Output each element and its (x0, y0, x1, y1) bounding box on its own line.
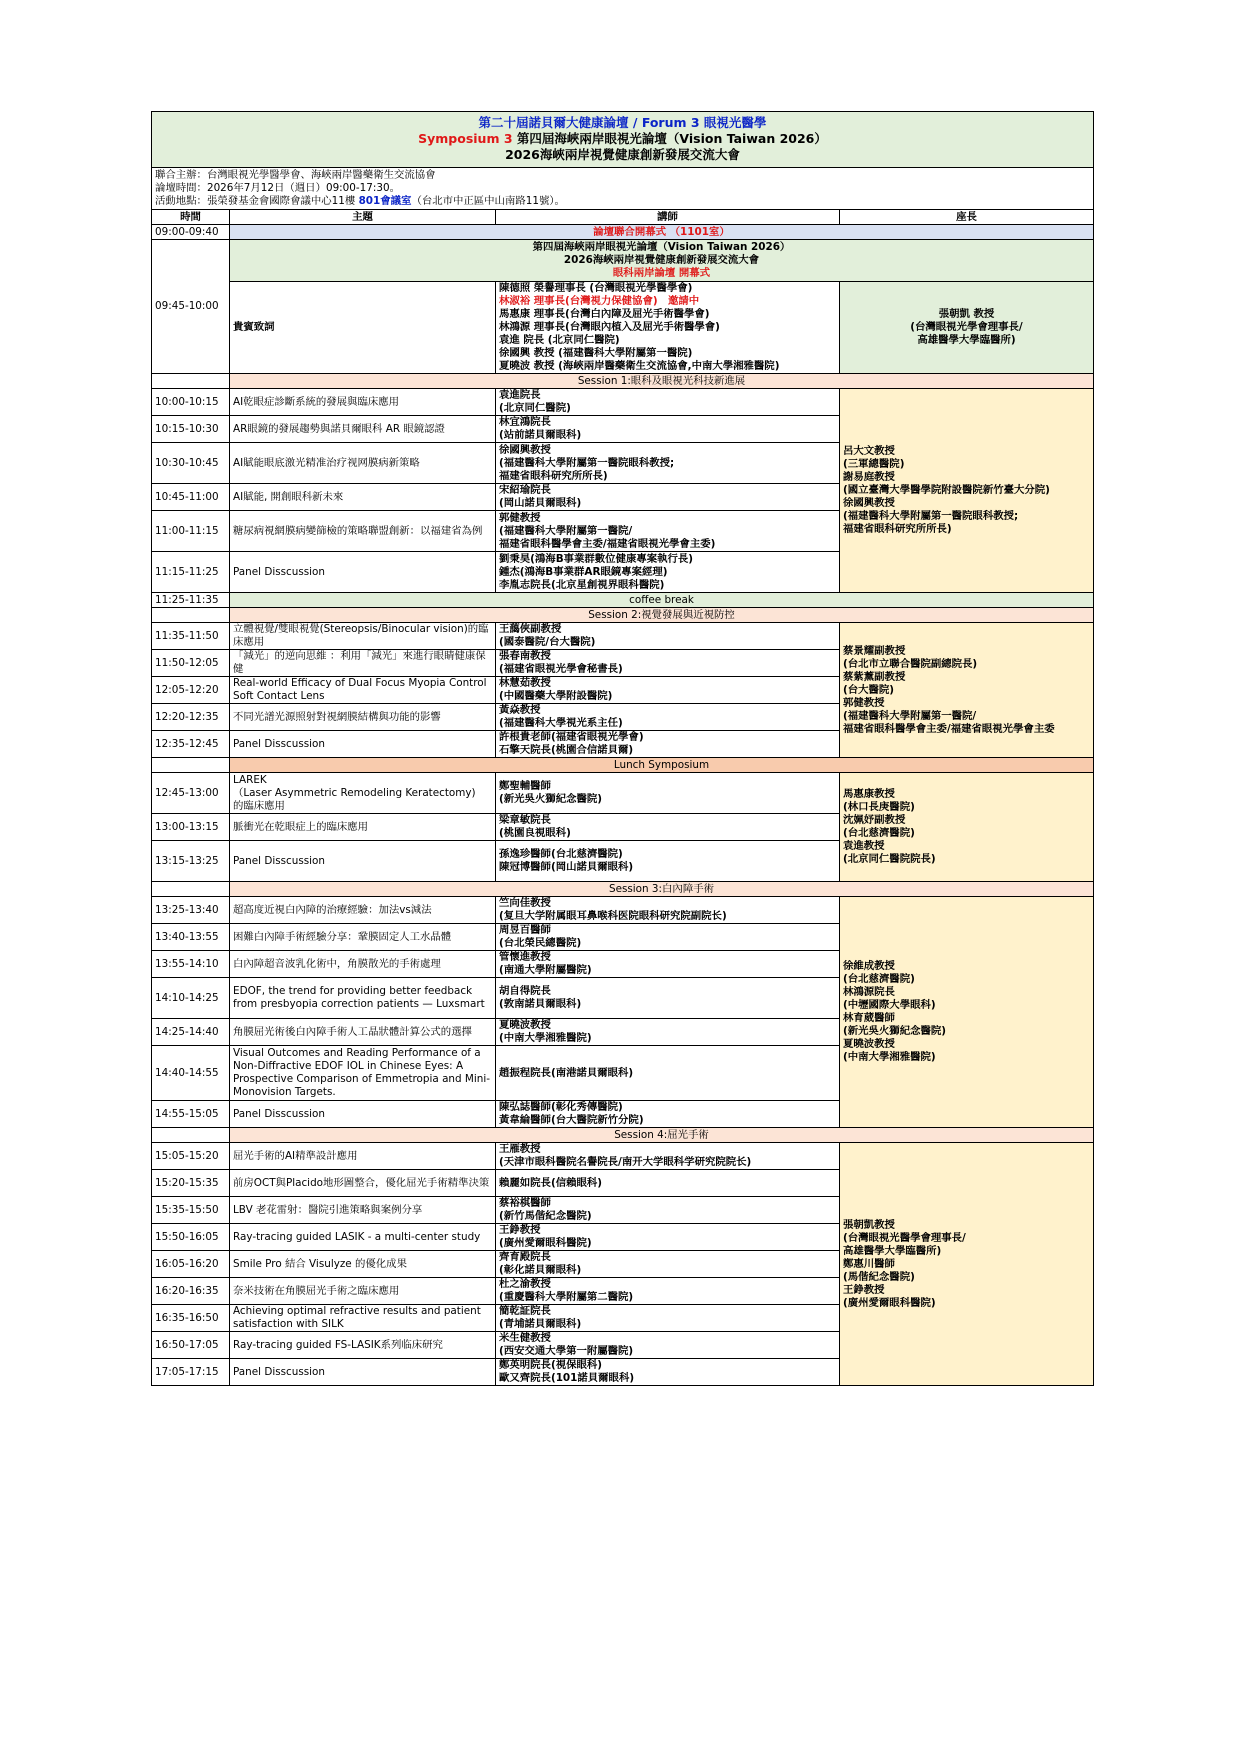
row-speaker (496, 1019, 840, 1046)
row-time: 10:15-10:30 (152, 416, 230, 443)
row-speaker (496, 841, 840, 882)
speaker-line: 歐又齊院長(101諾貝爾眼科) (499, 1372, 635, 1384)
speaker-line: 林慧茹教授 (499, 677, 551, 689)
row-speaker (496, 1143, 840, 1170)
row-time: 16:05-16:20 (152, 1251, 230, 1278)
row-time: 11:00-11:15 (152, 511, 230, 552)
speaker-line: 孫逸珍醫師(台北慈濟醫院) (499, 848, 623, 860)
row-time: 15:50-16:05 (152, 1224, 230, 1251)
row-speaker (496, 389, 840, 416)
break-time: 11:25-11:35 (152, 593, 230, 608)
speaker-line: 郭健教授 (499, 511, 541, 524)
row-speaker (496, 443, 840, 484)
chair-line: (台北市立聯合醫院副總院長) (843, 657, 978, 670)
row-topic: Ray-tracing guided FS-LASIK系列临床研究 (230, 1332, 496, 1359)
schedule-row (152, 773, 1094, 814)
speaker-line: 鄭聖輔醫師 (499, 780, 551, 792)
session-chair (840, 389, 1094, 593)
speaker-line: 夏曉波教授 (499, 1019, 551, 1031)
speaker-line: 黃焱教授 (499, 704, 541, 716)
row-time: 10:30-10:45 (152, 443, 230, 484)
row-time: 13:55-14:10 (152, 951, 230, 978)
row-topic: 前房OCT與Placido地形圖整合，優化屈光手術精準決策 (230, 1170, 496, 1197)
row-topic: 屈光手術的AI精準設計應用 (230, 1143, 496, 1170)
chair-line: (中壢國際大學眼科) (843, 999, 936, 1011)
schedule-row (152, 623, 1094, 650)
speaker-line: (天津市眼科醫院名譽院長/南开大学眼科学研究院院长) (499, 1156, 752, 1168)
speaker-line: 周昱百醫師 (499, 924, 551, 936)
chair-line: (林口長庚醫院) (843, 801, 915, 813)
chair-line: 夏曉波教授 (843, 1038, 895, 1050)
row-topic: 白內障超音波乳化術中，角膜散光的手術處理 (230, 951, 496, 978)
speaker-line: 林宜鴻院長 (499, 416, 551, 428)
welcome-banner-line3: 眼科兩岸論壇 開幕式 (612, 267, 711, 279)
forum-title-line3: 2026海峽兩岸視覺健康創新發展交流大會 (505, 147, 740, 162)
speaker-line: 許根貴老師(福建省眼視光學會) (499, 731, 644, 743)
chair-line: 呂大文教授 (843, 445, 895, 457)
row-topic: Smile Pro 結合 Visulyze 的優化成果 (230, 1251, 496, 1278)
info-row (152, 168, 1094, 210)
row-speaker (496, 677, 840, 704)
speaker-line: 賴麗如院長(信賴眼科) (499, 1176, 603, 1189)
agenda-sheet (151, 111, 1093, 1386)
speaker-line: 胡自得院長 (499, 985, 551, 997)
speaker-line: 陳弘誌醫師(彰化秀傳醫院) (499, 1101, 623, 1113)
row-time: 11:15-11:25 (152, 552, 230, 593)
row-speaker (496, 1251, 840, 1278)
session-header-row (152, 374, 1094, 389)
welcome-row (152, 282, 1094, 374)
speaker-line: 蔡裕棋醫師 (499, 1197, 551, 1209)
session-title: Session 3:白內障手術 (230, 882, 1094, 897)
row-topic: AI賦能, 開創眼科新未來 (230, 484, 496, 511)
row-speaker (496, 773, 840, 814)
col-topic: 主題 (230, 210, 496, 225)
speaker-line: 張春南教授 (499, 650, 551, 662)
break-label: coffee break (230, 593, 1094, 608)
schedule-row (152, 897, 1094, 924)
row-topic: 「減光」的逆向思維 ：利用「減光」來進行眼睛健康保健 (230, 650, 496, 677)
guest-list (496, 282, 840, 374)
schedule-row (152, 1143, 1094, 1170)
guest-line: 徐國興 教授 (福建醫科大學附屬第一醫院) (499, 347, 693, 359)
row-time: 13:15-13:25 (152, 841, 230, 882)
speaker-line: 米生健教授 (499, 1332, 551, 1344)
row-speaker (496, 1197, 840, 1224)
chair-line: 福建省眼科研究所所長) (843, 523, 952, 535)
venue-text (155, 195, 1090, 208)
session-header-row (152, 882, 1094, 897)
speaker-line: 福建省眼科研究所所長) (499, 469, 608, 482)
speaker-line: 竺向佳教授 (499, 897, 551, 909)
forum-title-line1: 第二十屆諾貝爾大健康論壇 / Forum 3 眼視光醫學 (478, 115, 767, 130)
speaker-line: (南通大學附屬醫院) (499, 964, 592, 976)
speaker-line: (福建醫科大學附屬第一醫院/ (499, 524, 633, 537)
guest-line: 陳德照 榮譽理事長 (台灣眼視光學醫學會) (499, 282, 693, 294)
speaker-line: 王錚教授 (499, 1224, 541, 1236)
chair-line: (廣州愛爾眼科醫院) (843, 1296, 936, 1309)
row-speaker (496, 951, 840, 978)
row-speaker (496, 511, 840, 552)
chair-line: 蔡紫薰副教授 (843, 670, 906, 683)
speaker-line: (廣州愛爾眼科醫院) (499, 1237, 592, 1249)
speaker-line: (站前諾貝爾眼科) (499, 429, 582, 441)
row-time: 14:25-14:40 (152, 1019, 230, 1046)
speaker-line: (敦南諾貝爾眼科) (499, 998, 582, 1010)
row-speaker (496, 814, 840, 841)
chair-line: 高雄醫學大學臨醫所) (843, 1244, 942, 1257)
symposium-label: Symposium 3 (418, 131, 513, 146)
row-topic: Visual Outcomes and Reading Performance of a Non-Diffractive EDOF IOL in Chinese Eyes: A Prospective Comparison of Emmetropia and Mini-Monovision Targets. (230, 1046, 496, 1101)
speaker-line: (中國醫藥大學附設醫院) (499, 690, 613, 702)
speaker-line: 簡乾証院長 (499, 1305, 551, 1317)
chair-line: 謝易庭教授 (843, 471, 895, 483)
welcome-chair-line: 張朝凱 教授 (938, 308, 995, 320)
row-speaker (496, 1101, 840, 1128)
chair-line: 馬惠康教授 (843, 788, 895, 800)
row-topic: 不同光譜光源照射對視網膜結構與功能的影響 (230, 704, 496, 731)
row-speaker (496, 623, 840, 650)
chair-line: (福建醫科大學附屬第一醫院/ (843, 709, 977, 722)
chair-line: (北京同仁醫院院長) (843, 853, 936, 865)
guest-line: 林鴻源 理事長(台灣眼內植入及屈光手術醫學會) (499, 321, 720, 333)
session-chair (840, 1143, 1094, 1386)
row-topic: 立體視覺/雙眼視覺(Stereopsis/Binocular vision)的臨床應用 (230, 623, 496, 650)
chair-line: (新光吳火獅紀念醫院) (843, 1025, 947, 1037)
welcome-topic: 貴賓致詞 (230, 282, 496, 374)
row-topic: Panel Disscussion (230, 1359, 496, 1386)
guest-line: 袁進 院長 (北京同仁醫院) (499, 334, 620, 346)
speaker-line: (福建醫科大學附屬第一醫院眼科教授; (499, 456, 675, 469)
venue-room: 801會議室 (358, 195, 412, 207)
speaker-line: (青埔諾貝爾眼科) (499, 1318, 582, 1330)
row-time: 12:05-12:20 (152, 677, 230, 704)
row-speaker (496, 731, 840, 758)
row-topic: 困難白內障手術經驗分享：鞏膜固定人工水晶體 (230, 924, 496, 951)
opening-label: 論壇聯合開幕式 （1101室） (230, 225, 1094, 240)
speaker-line: 陳冠博醫師(岡山諾貝爾眼科) (499, 861, 634, 873)
row-topic: Real-world Efficacy of Dual Focus Myopia Control Soft Contact Lens (230, 677, 496, 704)
session-header-spacer (152, 374, 230, 389)
row-speaker (496, 924, 840, 951)
speaker-line: 鍾杰(鴻海B事業群AR眼鏡專案經理) (499, 565, 668, 578)
row-topic: 奈米技術在角膜屈光手術之臨床應用 (230, 1278, 496, 1305)
agenda-table (151, 111, 1094, 1386)
speaker-line: 袁進院長 (499, 389, 541, 401)
chair-line: 蔡景耀副教授 (843, 644, 906, 657)
row-time: 11:35-11:50 (152, 623, 230, 650)
speaker-line: 劉秉昊(鴻海B事業群數位健康專案執行長) (499, 552, 694, 565)
row-speaker (496, 650, 840, 677)
speaker-line: 管懷進教授 (499, 951, 551, 963)
row-time: 14:55-15:05 (152, 1101, 230, 1128)
chair-line: (台北慈濟醫院) (843, 973, 915, 985)
row-time: 10:00-10:15 (152, 389, 230, 416)
session-title: Session 4:屈光手術 (230, 1128, 1094, 1143)
row-time: 14:40-14:55 (152, 1046, 230, 1101)
welcome-chair (840, 282, 1094, 374)
welcome-banner-row (152, 240, 1094, 282)
row-time: 13:40-13:55 (152, 924, 230, 951)
speaker-line: (新竹馬偕紀念醫院) (499, 1210, 592, 1222)
row-speaker (496, 416, 840, 443)
chair-line: (台灣眼視光醫學會理事長/ (843, 1231, 966, 1244)
session-chair (840, 897, 1094, 1128)
chair-line: 袁進教授 (843, 840, 885, 852)
header-row (152, 112, 1094, 168)
speaker-line: (台北榮民總醫院) (499, 937, 582, 949)
row-topic: LAREK （Laser Asymmetric Remodeling Keratectomy) 的臨床應用 (230, 773, 496, 814)
row-time: 17:05-17:15 (152, 1359, 230, 1386)
row-speaker (496, 1305, 840, 1332)
chair-line: 王錚教授 (843, 1283, 885, 1296)
chair-line: 林鴻源院長 (843, 986, 895, 998)
chair-line: (國立臺灣大學醫學院附設醫院新竹臺大分院) (843, 484, 1050, 496)
chair-line: 林育葳醫師 (843, 1012, 895, 1024)
row-time: 15:20-15:35 (152, 1170, 230, 1197)
opening-row (152, 225, 1094, 240)
session-header-row (152, 758, 1094, 773)
row-speaker (496, 1046, 840, 1101)
speaker-line: (新光吳火獅紀念醫院) (499, 793, 603, 805)
row-topic: Panel Disscussion (230, 731, 496, 758)
welcome-chair-line: 高雄醫學大學臨醫所) (917, 334, 1016, 346)
row-speaker (496, 1278, 840, 1305)
forum-title (152, 112, 1094, 168)
welcome-banner-line1: 第四屆海峽兩岸眼視光論壇（Vision Taiwan 2026） (532, 241, 791, 253)
row-time: 11:50-12:05 (152, 650, 230, 677)
chair-line: (台大醫院) (843, 683, 895, 696)
speaker-line: (岡山諾貝爾眼科) (499, 497, 582, 509)
row-time: 15:35-15:50 (152, 1197, 230, 1224)
row-topic: AI乾眼症診斷系統的發展與臨床應用 (230, 389, 496, 416)
chair-line: (中南大學湘雅醫院) (843, 1051, 936, 1063)
speaker-line: 宋紹瑜院長 (499, 484, 551, 496)
row-topic: EDOF, the trend for providing better feedback from presbyopia correction patients — Luxsmart (230, 978, 496, 1019)
chair-line: 鄭惠川醫師 (843, 1257, 895, 1270)
speaker-line: 梁章敏院長 (499, 814, 551, 826)
session-title: Lunch Symposium (230, 758, 1094, 773)
row-topic: 超高度近視白內障的治療經驗：加法vs減法 (230, 897, 496, 924)
speaker-line: 王藹俠副教授 (499, 623, 562, 635)
speaker-line: (重慶醫科大學附屬第二醫院) (499, 1291, 634, 1303)
guest-line: 林淑裕 理事長(台灣視力保健協會) 邀請中 (499, 295, 700, 307)
speaker-line: (桃園良視眼科) (499, 827, 571, 839)
venue-prefix: 活動地點：張榮發基金會國際會議中心11樓 (155, 195, 359, 207)
session-header-spacer (152, 758, 230, 773)
row-time: 13:00-13:15 (152, 814, 230, 841)
row-time: 16:50-17:05 (152, 1332, 230, 1359)
chair-line: (台北慈濟醫院) (843, 827, 915, 839)
speaker-line: (國泰醫院/台大醫院) (499, 636, 596, 648)
speaker-line: 齊育殿院長 (499, 1251, 551, 1263)
speaker-line: 石擎天院長(桃園合信諾貝爾) (499, 744, 634, 756)
speaker-line: 李胤志院長(北京星創視界眼科醫院) (499, 578, 665, 591)
row-topic: Panel Disscussion (230, 552, 496, 593)
speaker-line: 徐國興教授 (499, 443, 551, 456)
chair-line: (三軍總醫院) (843, 458, 905, 470)
row-speaker (496, 1332, 840, 1359)
speaker-line: 黃韋綸醫師(台大醫院新竹分院) (499, 1114, 644, 1126)
opening-time: 09:00-09:40 (152, 225, 230, 240)
speaker-line: (复旦大学附属眼耳鼻喉科医院眼科研究院副院长) (499, 910, 727, 922)
col-speaker: 講師 (496, 210, 840, 225)
session-header-spacer (152, 608, 230, 623)
row-time: 15:05-15:20 (152, 1143, 230, 1170)
row-topic: AI賦能眼底激光精准治疗视网膜病新策略 (230, 443, 496, 484)
col-chair: 座長 (840, 210, 1094, 225)
row-time: 12:20-12:35 (152, 704, 230, 731)
welcome-chair-line: (台灣眼視光學會理事長/ (910, 321, 1023, 333)
col-time: 時間 (152, 210, 230, 225)
session-header-spacer (152, 1128, 230, 1143)
row-speaker (496, 484, 840, 511)
chair-line: 沈姵妤副教授 (843, 814, 906, 826)
row-time: 10:45-11:00 (152, 484, 230, 511)
row-time: 13:25-13:40 (152, 897, 230, 924)
session-header-spacer (152, 882, 230, 897)
session-chair (840, 623, 1094, 758)
coffee-break-row (152, 593, 1094, 608)
speaker-line: 杜之渝教授 (499, 1278, 551, 1290)
guest-line: 馬惠康 理事長(台灣白內障及屈光手術醫學會) (499, 308, 710, 320)
speaker-line: (彰化諾貝爾眼科) (499, 1264, 582, 1276)
row-topic: Panel Disscussion (230, 1101, 496, 1128)
chair-line: 張朝凱教授 (843, 1218, 895, 1231)
row-speaker (496, 704, 840, 731)
speaker-line: (福建省眼視光學會秘書長) (499, 663, 623, 675)
speaker-line: (西安交通大學第一附屬醫院) (499, 1345, 634, 1357)
session-chair (840, 773, 1094, 882)
session-header-row (152, 608, 1094, 623)
row-time: 12:35-12:45 (152, 731, 230, 758)
row-speaker (496, 1170, 840, 1197)
row-time: 14:10-14:25 (152, 978, 230, 1019)
chair-line: 徐國興教授 (843, 497, 895, 509)
chair-line: 徐維成教授 (843, 960, 895, 972)
chair-line: (馬偕紀念醫院) (843, 1270, 915, 1283)
symposium-name: 第四屆海峽兩岸眼視光論壇（Vision Taiwan 2026） (512, 131, 827, 146)
welcome-banner-line2: 2026海峽兩岸視覺健康創新發展交流大會 (563, 254, 760, 266)
row-time: 16:35-16:50 (152, 1305, 230, 1332)
event-info (152, 168, 1094, 210)
session-title: Session 1:眼科及眼視光科技新進展 (230, 374, 1094, 389)
venue-suffix: （台北市中正區中山南路11號）。 (411, 195, 565, 207)
row-topic: Achieving optimal refractive results and patient satisfaction with SILK (230, 1305, 496, 1332)
row-speaker (496, 1224, 840, 1251)
speaker-line: 鄭英明院長(視保眼科) (499, 1359, 603, 1371)
welcome-banner (230, 240, 1094, 282)
row-time: 16:20-16:35 (152, 1278, 230, 1305)
speaker-line: (中南大學湘雅醫院) (499, 1032, 592, 1044)
session-header-row (152, 1128, 1094, 1143)
speaker-line: 福建省眼科醫學會主委/福建省眼視光學會主委) (499, 537, 716, 550)
row-speaker (496, 552, 840, 593)
row-time: 12:45-13:00 (152, 773, 230, 814)
speaker-line: 趙振程院長(南港諾貝爾眼科) (499, 1066, 634, 1079)
row-topic: Panel Disscussion (230, 841, 496, 882)
speaker-line: 王雁教授 (499, 1143, 541, 1155)
forum-title-line2 (152, 131, 1093, 147)
column-header-row (152, 210, 1094, 225)
row-topic: 角膜屈光術後白內障手術人工晶狀體計算公式的選擇 (230, 1019, 496, 1046)
row-topic: LBV 老花雷射：醫院引進策略與案例分享 (230, 1197, 496, 1224)
row-speaker (496, 1359, 840, 1386)
row-topic: Ray-tracing guided LASIK - a multi-center study (230, 1224, 496, 1251)
organizer-text: 聯合主辦：台灣眼視光學醫學會、海峽兩岸醫藥衛生交流協會 (155, 169, 436, 181)
row-topic: 脈衝光在乾眼症上的臨床應用 (230, 814, 496, 841)
guest-line: 夏曉波 教授 (海峽兩岸醫藥衛生交流協會,中南大學湘雅醫院) (499, 360, 780, 372)
speaker-line: (北京同仁醫院) (499, 402, 571, 414)
row-topic: AR眼鏡的發展趨勢與諾貝爾眼科 AR 眼鏡認證 (230, 416, 496, 443)
session-title: Session 2:視覺發展與近視防控 (230, 608, 1094, 623)
row-speaker (496, 978, 840, 1019)
chair-line: 郭健教授 (843, 696, 885, 709)
chair-line: 福建省眼科醫學會主委/福建省眼視光學會主委 (843, 722, 1055, 735)
schedule-row (152, 389, 1094, 416)
chair-line: (福建醫科大學附屬第一醫院眼科教授; (843, 510, 1019, 522)
welcome-time: 09:45-10:00 (152, 240, 230, 374)
datetime-text: 論壇時間：2026年7月12日（週日）09:00-17:30。 (155, 182, 400, 194)
row-speaker (496, 897, 840, 924)
speaker-line: (福建醫科大學視光系主任) (499, 717, 623, 729)
row-topic: 糖尿病視網膜病變篩檢的策略聯盟創新：以福建省為例 (230, 511, 496, 552)
